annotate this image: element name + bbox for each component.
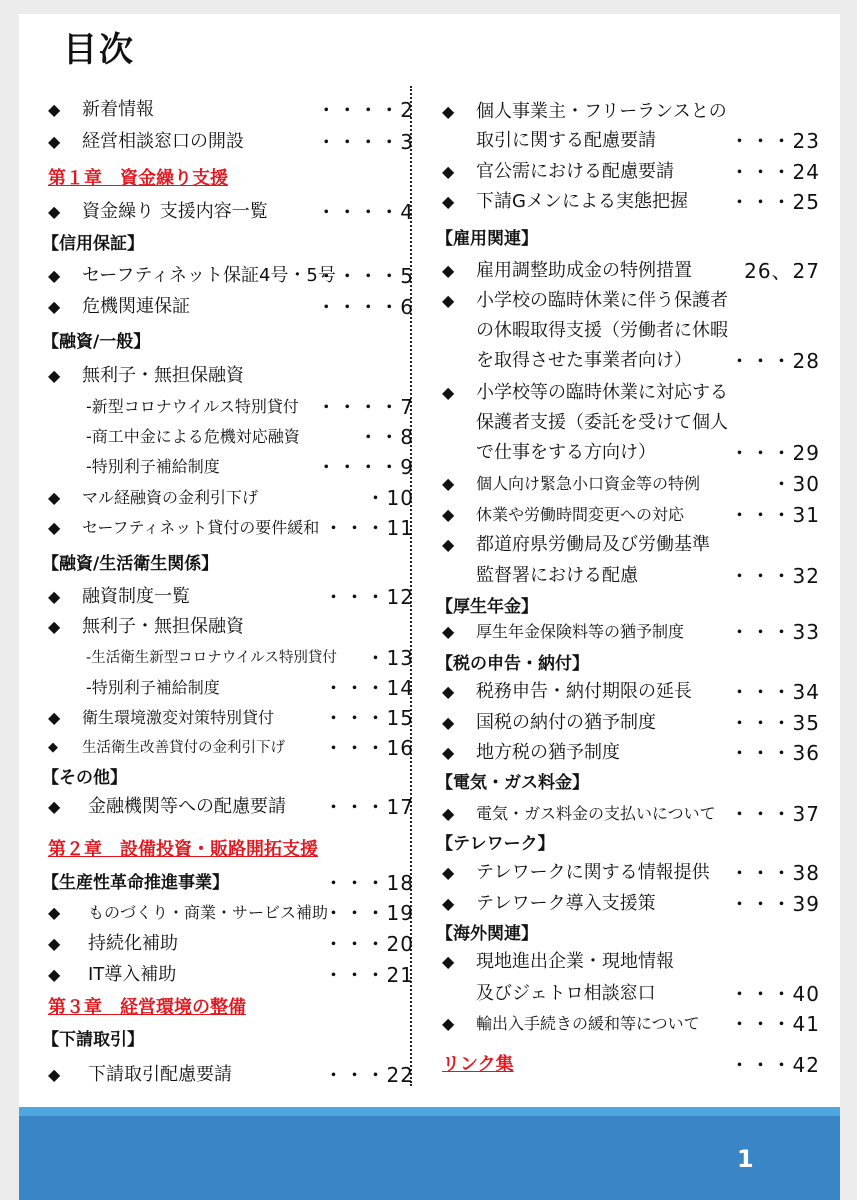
diamond-bullet-icon: ◆ <box>48 965 61 984</box>
entry-label: 下請取引配慮要請 <box>88 1064 232 1085</box>
entry-page: ・・・42 <box>729 1053 820 1077</box>
entry-label: 個人向け緊急小口資金等の特例 <box>476 474 701 493</box>
entry-label: マル経融資の金利引下げ <box>82 488 259 507</box>
entry-label: 衛生環境激変対策特別貸付 <box>82 708 275 727</box>
toc-entry[interactable] <box>442 738 824 768</box>
diamond-bullet-icon: ◆ <box>48 366 61 385</box>
entry-page: ・・・39 <box>729 892 820 916</box>
diamond-bullet-icon: ◆ <box>48 1065 61 1084</box>
entry-label: 及びジェトロ相談窓口 <box>476 983 656 1004</box>
section-heading: 【テレワーク】 <box>436 834 555 854</box>
diamond-bullet-icon: ◆ <box>442 102 455 121</box>
entry-label: 生活衛生改善貸付の金利引下げ <box>82 740 285 756</box>
diamond-bullet-icon: ◆ <box>48 934 61 953</box>
entry-page: ・・・15 <box>323 706 414 730</box>
section-heading: 【信用保証】 <box>42 234 144 254</box>
entry-label: 融資制度一覧 <box>82 586 190 607</box>
entry-label: 小学校の臨時休業に伴う保護者 <box>476 290 728 311</box>
toc-entry[interactable] <box>442 500 824 530</box>
entry-page: 26、27 <box>744 259 820 283</box>
entry-label: -特別利子補給制度 <box>86 457 220 476</box>
entry-page: ・・・41 <box>729 1012 820 1036</box>
entry-page: ・・・・6 <box>316 295 414 319</box>
entry-page: ・・・・9 <box>316 455 414 479</box>
entry-page: ・・・12 <box>323 585 414 609</box>
section-heading: 【税の申告・納付】 <box>436 654 589 674</box>
section-heading: 【雇用関連】 <box>436 229 538 249</box>
entry-label: 無利子・無担保融資 <box>82 365 244 386</box>
toc-entry[interactable] <box>48 960 418 990</box>
toc-entry[interactable] <box>442 97 824 127</box>
diamond-bullet-icon: ◆ <box>442 682 455 701</box>
diamond-bullet-icon: ◆ <box>48 297 61 316</box>
entry-label: 金融機関等への配慮要請 <box>88 796 286 817</box>
toc-entry[interactable] <box>48 422 418 452</box>
section-heading: 【下請取引】 <box>42 1030 144 1050</box>
entry-page: ・・・35 <box>729 711 820 735</box>
diamond-bullet-icon: ◆ <box>442 713 455 732</box>
toc-entry[interactable] <box>48 582 418 612</box>
entry-page: ・・・37 <box>729 802 820 826</box>
entry-label: -生活衛生新型コロナウイルス特別貸付 <box>86 650 337 666</box>
toc-entry[interactable] <box>48 292 418 322</box>
diamond-bullet-icon: ◆ <box>442 804 455 823</box>
entry-label: 地方税の猶予制度 <box>476 742 620 763</box>
entry-label: 危機関連保証 <box>82 296 190 317</box>
toc-entry[interactable] <box>442 316 824 346</box>
diamond-bullet-icon: ◆ <box>48 132 61 151</box>
entry-page: ・・・17 <box>323 795 414 819</box>
diamond-bullet-icon: ◆ <box>442 383 455 402</box>
toc-entry[interactable] <box>442 947 824 977</box>
section-heading: 【海外関連】 <box>436 924 538 944</box>
entry-page: ・・・22 <box>323 1063 414 1087</box>
diamond-bullet-icon: ◆ <box>48 708 61 727</box>
entry-page: ・・・11 <box>323 516 414 540</box>
links-heading[interactable]: リンク集 <box>442 1054 514 1075</box>
entry-label: -特別利子補給制度 <box>86 678 220 697</box>
section-heading: 【生産性革命推進事業】 <box>42 873 229 893</box>
entry-label: 取引に関する配慮要請 <box>476 130 656 151</box>
toc-entry[interactable] <box>442 561 824 591</box>
section-heading: 【融資/生活衛生関係】 <box>42 554 219 574</box>
entry-label: 保護者支援（委託を受けて個人 <box>476 412 728 433</box>
entry-label: 個人事業主・フリーランスとの <box>476 101 727 122</box>
diamond-bullet-icon: ◆ <box>48 903 61 922</box>
diamond-bullet-icon: ◆ <box>48 202 61 221</box>
footer-bar <box>19 1107 840 1200</box>
entry-page: ・・・23 <box>729 129 820 153</box>
toc-entry[interactable] <box>48 392 418 422</box>
toc-entry[interactable] <box>442 889 824 919</box>
entry-page: ・・・18 <box>323 871 414 895</box>
entry-label: 電気・ガス料金の支払いについて <box>476 804 716 823</box>
entry-label: 下請Gメンによる実態把握 <box>476 191 688 212</box>
page-number: 1 <box>737 1145 754 1173</box>
diamond-bullet-icon: ◆ <box>48 488 61 507</box>
entry-page: ・・・25 <box>729 190 820 214</box>
entry-label: セーフティネット保証4号・5号 <box>82 265 336 286</box>
toc-entry[interactable] <box>48 197 418 227</box>
toc-entry[interactable] <box>48 127 418 157</box>
toc-entry[interactable] <box>442 408 824 438</box>
diamond-bullet-icon: ◆ <box>442 743 455 762</box>
toc-entry[interactable] <box>442 1009 824 1039</box>
diamond-bullet-icon: ◆ <box>48 617 61 636</box>
toc-entry[interactable] <box>442 378 824 408</box>
diamond-bullet-icon: ◆ <box>442 261 455 280</box>
toc-entry[interactable] <box>442 617 824 647</box>
toc-entry[interactable] <box>442 1050 824 1080</box>
entry-page: ・・・・4 <box>316 200 414 224</box>
entry-page: ・・・19 <box>323 901 414 925</box>
toc-entry[interactable] <box>48 733 418 763</box>
diamond-bullet-icon: ◆ <box>442 863 455 882</box>
entry-label: 税務申告・納付期限の延長 <box>476 681 692 702</box>
entry-label: IT導入補助 <box>88 964 177 985</box>
entry-page: ・・・36 <box>729 741 820 765</box>
entry-label: 官公需における配慮要請 <box>476 161 674 182</box>
toc-entry[interactable] <box>442 799 824 829</box>
diamond-bullet-icon: ◆ <box>48 266 61 285</box>
diamond-bullet-icon: ◆ <box>442 505 455 524</box>
toc-entry[interactable] <box>48 612 418 642</box>
diamond-bullet-icon: ◆ <box>442 622 455 641</box>
toc-entry[interactable] <box>442 858 824 888</box>
diamond-bullet-icon: ◆ <box>48 740 58 755</box>
entry-page: ・・8 <box>358 425 414 449</box>
diamond-bullet-icon: ◆ <box>442 474 455 493</box>
entry-page: ・10 <box>365 486 414 510</box>
toc-entry[interactable] <box>48 483 418 513</box>
diamond-bullet-icon: ◆ <box>48 518 61 537</box>
toc-entry[interactable] <box>48 643 418 673</box>
entry-page: ・・・・3 <box>316 130 414 154</box>
toc-entry[interactable] <box>442 256 824 286</box>
entry-label: 輸出入手続きの緩和等について <box>476 1014 700 1033</box>
entry-page: ・・・20 <box>323 932 414 956</box>
toc-entry[interactable] <box>442 157 824 187</box>
toc-entry[interactable] <box>48 792 418 822</box>
entry-label: 雇用調整助成金の特例措置 <box>476 260 692 281</box>
entry-page: ・・・34 <box>729 680 820 704</box>
entry-page: ・・・21 <box>323 963 414 987</box>
toc-entry[interactable] <box>48 361 418 391</box>
toc-entry[interactable] <box>48 513 418 543</box>
entry-label: 現地進出企業・現地情報 <box>476 951 674 972</box>
section-heading: 【厚生年金】 <box>436 597 538 617</box>
page-title: 目次 <box>63 30 135 70</box>
section-heading: 【電気・ガス料金】 <box>436 773 589 793</box>
toc-entry[interactable] <box>442 438 824 468</box>
diamond-bullet-icon: ◆ <box>48 100 61 119</box>
section-heading: 【融資/一般】 <box>42 332 151 352</box>
entry-label: セーフティネット貸付の要件緩和 <box>82 518 320 537</box>
chapter-1-heading[interactable]: 第１章 資金繰り支援 <box>48 168 228 189</box>
toc-entry[interactable] <box>48 95 418 125</box>
toc-entry[interactable] <box>442 708 824 738</box>
entry-label: 持続化補助 <box>88 933 178 954</box>
entry-label: 監督署における配慮 <box>476 565 638 586</box>
entry-page: ・・・33 <box>729 620 820 644</box>
entry-label: ものづくり・商業・サービス補助 <box>88 903 329 922</box>
entry-page: ・・・16 <box>323 736 414 760</box>
entry-label: 資金繰り 支援内容一覧 <box>82 201 268 222</box>
toc-entry[interactable] <box>442 530 824 560</box>
entry-page: ・13 <box>365 646 414 670</box>
entry-page: ・30 <box>771 472 820 496</box>
toc-entry[interactable] <box>442 469 824 499</box>
entry-label: 新着情報 <box>82 99 154 120</box>
toc-entry[interactable] <box>48 673 418 703</box>
diamond-bullet-icon: ◆ <box>442 192 455 211</box>
entry-page: ・・・40 <box>729 982 820 1006</box>
toc-entry[interactable] <box>48 1060 418 1090</box>
entry-page: ・・・・5 <box>316 264 414 288</box>
toc-entry[interactable] <box>48 703 418 733</box>
entry-label: テレワーク導入支援策 <box>476 893 656 914</box>
diamond-bullet-icon: ◆ <box>442 162 455 181</box>
entry-page: ・・・・2 <box>316 98 414 122</box>
toc-entry[interactable] <box>442 286 824 316</box>
toc-entry[interactable] <box>48 452 418 482</box>
entry-label: 小学校等の臨時休業に対応する <box>476 382 728 403</box>
entry-page: ・・・・7 <box>316 395 414 419</box>
entry-label: 国税の納付の猶予制度 <box>476 712 656 733</box>
diamond-bullet-icon: ◆ <box>442 535 455 554</box>
entry-label: -商工中金による危機対応融資 <box>86 427 300 446</box>
diamond-bullet-icon: ◆ <box>48 587 61 606</box>
entry-label: の休暇取得支援（労働者に休暇 <box>476 320 728 341</box>
entry-page: ・・・24 <box>729 160 820 184</box>
toc-entry[interactable] <box>442 187 824 217</box>
entry-label: 厚生年金保険料等の猶予制度 <box>476 622 685 641</box>
diamond-bullet-icon: ◆ <box>442 952 455 971</box>
entry-label: 都道府県労働局及び労働基準 <box>476 534 710 555</box>
diamond-bullet-icon: ◆ <box>48 797 61 816</box>
chapter-3-heading[interactable]: 第３章 経営環境の整備 <box>48 997 246 1018</box>
toc-entry[interactable] <box>442 126 824 156</box>
section-heading: 【その他】 <box>42 768 127 788</box>
entry-label: 休業や労働時間変更への対応 <box>476 505 685 524</box>
toc-entry[interactable] <box>48 261 418 291</box>
entry-page: ・・・31 <box>729 503 820 527</box>
toc-entry[interactable] <box>442 979 824 1009</box>
entry-label: テレワークに関する情報提供 <box>476 862 710 883</box>
diamond-bullet-icon: ◆ <box>442 291 455 310</box>
entry-label: -新型コロナウイルス特別貸付 <box>86 397 299 416</box>
diamond-bullet-icon: ◆ <box>442 894 455 913</box>
entry-label: で仕事をする方向け） <box>476 442 656 463</box>
toc-entry[interactable] <box>48 929 418 959</box>
entry-page: ・・・32 <box>729 564 820 588</box>
chapter-2-heading[interactable]: 第２章 設備投資・販路開拓支援 <box>48 839 318 860</box>
toc-entry[interactable] <box>442 677 824 707</box>
entry-label: 経営相談窓口の開設 <box>82 131 244 152</box>
entry-page: ・・・14 <box>323 676 414 700</box>
entry-page: ・・・29 <box>729 441 820 465</box>
toc-entry[interactable] <box>442 346 824 376</box>
toc-entry[interactable] <box>48 898 418 928</box>
diamond-bullet-icon: ◆ <box>442 1014 455 1033</box>
entry-label: 無利子・無担保融資 <box>82 616 244 637</box>
entry-page: ・・・38 <box>729 861 820 885</box>
entry-label: を取得させた事業者向け） <box>476 350 692 371</box>
toc-entry[interactable] <box>42 868 418 898</box>
entry-page: ・・・28 <box>729 349 820 373</box>
